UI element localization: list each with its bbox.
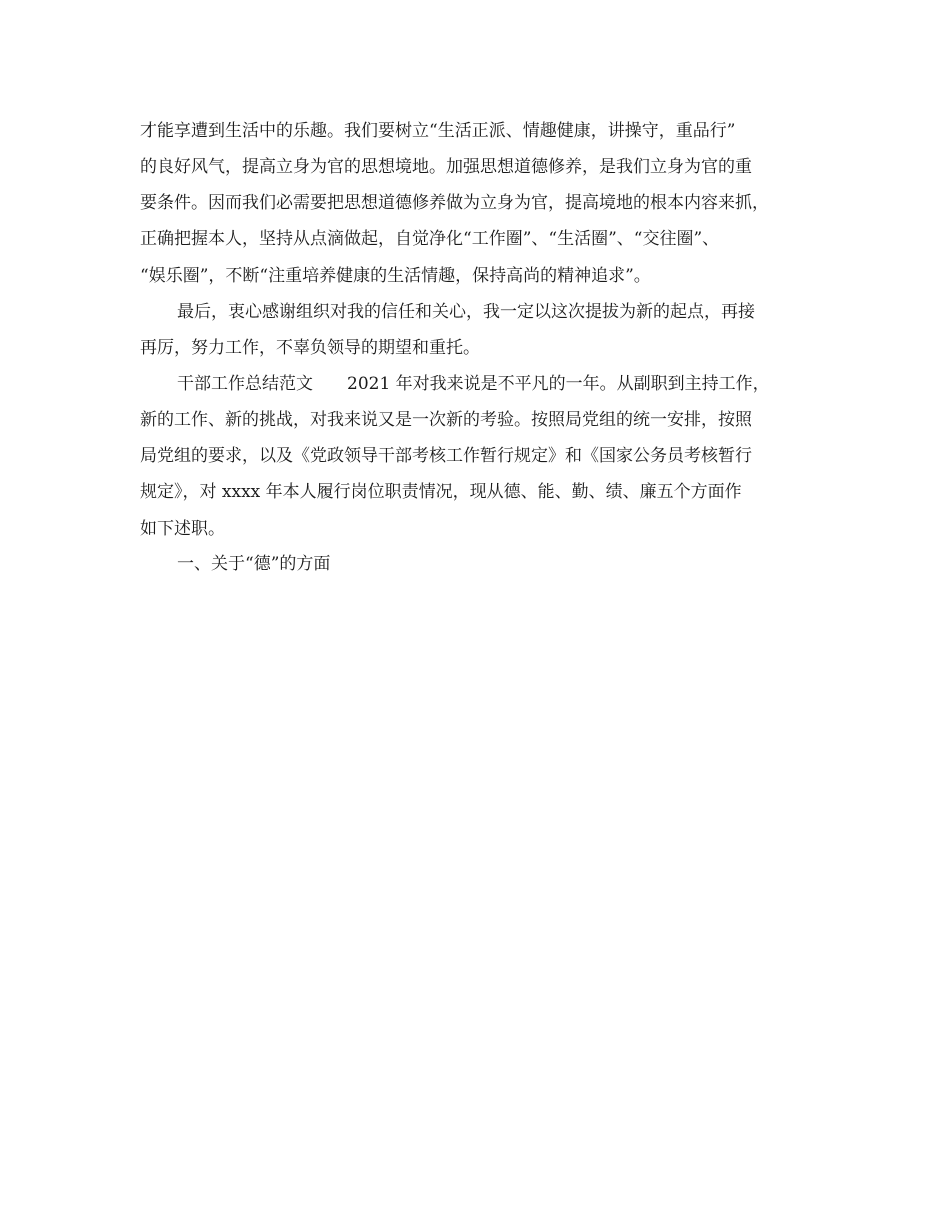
text-line: “娱乐圈”，不断“注重培养健康的生活情趣，保持高尚的精神追求”。 <box>140 266 651 286</box>
text-line: 再厉，努力工作，不辜负领导的期望和重托。 <box>140 338 480 358</box>
text-line: 如下述职。 <box>140 519 225 539</box>
text-line: 要条件。因而我们必需要把思想道德修养做为立身为官，提高境地的根本内容来抓， <box>140 193 769 213</box>
text-line: 局党组的要求，以及《党政领导干部考核工作暂行规定》和《国家公务员考核暂行 <box>140 446 752 466</box>
section-heading-line: 干部工作总结范文 2021 年对我来说是不平凡的一年。从副职到主持工作， <box>177 374 770 394</box>
subsection-heading: 一、关于“德”的方面 <box>177 554 331 574</box>
text-line: 新的工作、新的挑战，对我来说又是一次新的考验。按照局党组的统一安排，按照 <box>140 410 752 430</box>
paragraph-first-line: 最后，衷心感谢组织对我的信任和关心，我一定以这次提拔为新的起点，再接 <box>177 302 755 322</box>
text-line: 正确把握本人，坚持从点滴做起，自觉净化“工作圈”、“生活圈”、“交往圈”、 <box>140 229 720 249</box>
text-line: 的良好风气，提高立身为官的思想境地。加强思想道德修养，是我们立身为官的重 <box>140 157 752 177</box>
text-line: 规定》，对 xxxx 年本人履行岗位职责情况，现从德、能、勤、绩、廉五个方面作 <box>140 482 742 502</box>
text-line: 才能享遭到生活中的乐趣。我们要树立“生活正派、情趣健康，讲操守，重品行” <box>140 121 736 141</box>
